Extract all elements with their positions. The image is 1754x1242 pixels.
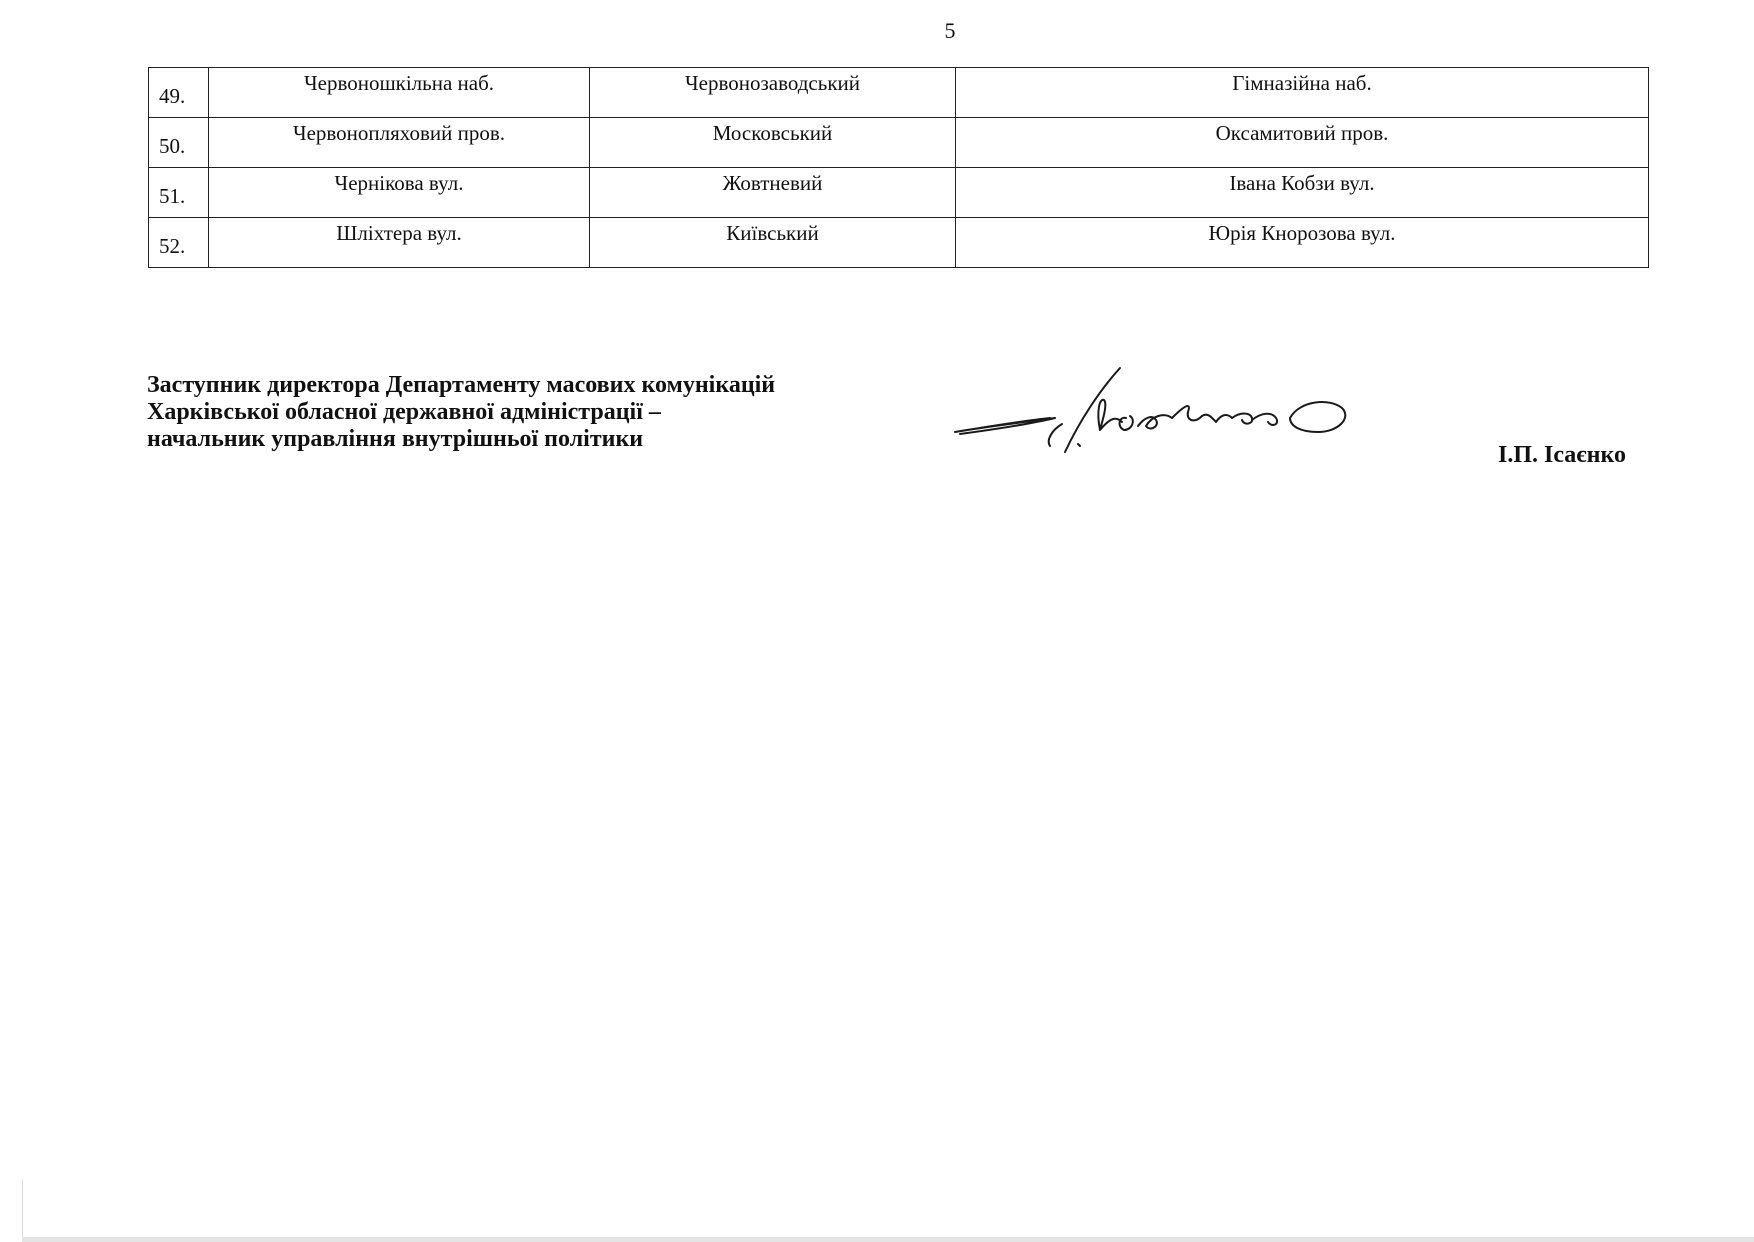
new-street-name-cell: [956, 218, 1649, 268]
scan-edge: [22, 1237, 1754, 1242]
signatory-position: [147, 372, 775, 453]
old-street-name: Чернікова вул.: [334, 171, 464, 195]
district-cell: [590, 168, 956, 218]
page-number: 5: [944, 18, 956, 43]
scan-edge: [22, 1180, 23, 1238]
old-street-name-cell: [209, 118, 590, 168]
table-row: [149, 68, 1649, 118]
position-line: Харківської обласної державної адміністрації –: [147, 399, 661, 425]
old-street-name-cell: [209, 168, 590, 218]
row-number: 52.: [159, 234, 186, 258]
old-street-name: Шліхтера вул.: [336, 221, 462, 245]
district-cell: [590, 118, 956, 168]
old-street-name-cell: [209, 68, 590, 118]
row-number: 51.: [159, 184, 186, 208]
old-street-name: Червоношкільна наб.: [303, 71, 495, 95]
position-line: Заступник директора Департаменту масових комунікацій: [147, 372, 776, 398]
district-cell: [590, 218, 956, 268]
table-row: [149, 218, 1649, 268]
row-number-cell: [149, 118, 209, 168]
new-street-name: Гімназійна наб.: [1232, 71, 1372, 95]
district-name: Московський: [712, 121, 833, 145]
position-line: начальник управління внутрішньої політики: [147, 426, 644, 452]
table-row: [149, 118, 1649, 168]
table-row: [149, 168, 1649, 218]
row-number: 50.: [159, 134, 186, 158]
new-street-name-cell: [956, 68, 1649, 118]
district-name: Жовтневий: [722, 171, 823, 195]
new-street-name: Юрія Кнорозова вул.: [1208, 221, 1396, 245]
row-number-cell: [149, 168, 209, 218]
district-name: Червонозаводський: [684, 71, 861, 95]
handwritten-signature: [950, 360, 1390, 460]
street-renaming-table: [148, 67, 1649, 268]
signatory-name: І.П. Ісаєнко: [1498, 442, 1627, 468]
new-street-name: Оксамитовий пров.: [1215, 121, 1389, 145]
old-street-name: Червонопляховий пров.: [292, 121, 506, 145]
row-number-cell: [149, 68, 209, 118]
row-number-cell: [149, 218, 209, 268]
new-street-name-cell: [956, 168, 1649, 218]
old-street-name-cell: [209, 218, 590, 268]
new-street-name: Івана Кобзи вул.: [1229, 171, 1375, 195]
new-street-name-cell: [956, 118, 1649, 168]
district-cell: [590, 68, 956, 118]
row-number: 49.: [159, 84, 186, 108]
district-name: Київський: [726, 221, 819, 245]
